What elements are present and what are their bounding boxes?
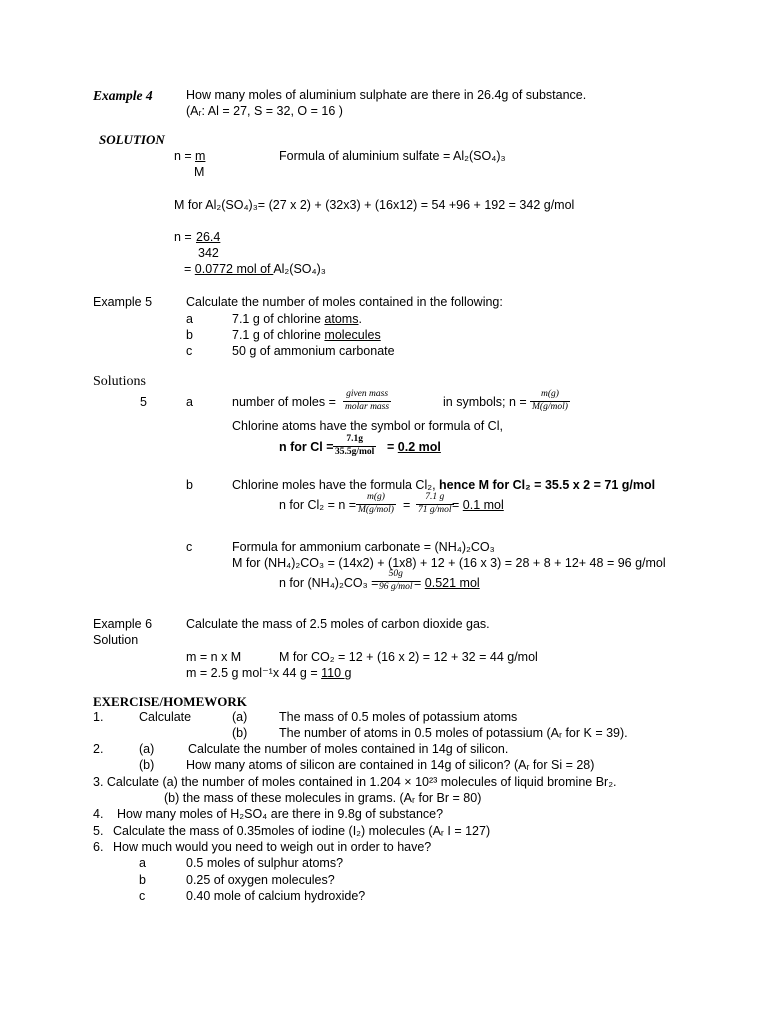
q5-text: Calculate the mass of 0.35moles of iodine (I₂) molecules (Aᵣ I = 127) (113, 824, 491, 838)
ammonium-carbonate-formula: Formula for ammonium carbonate = (NH₄)₂CO₃ (232, 540, 495, 554)
ammonium-result: = 0.521 mol (414, 576, 480, 590)
m-over-M-fraction: m(g) M(g/mol) (532, 389, 568, 412)
q6-item-letter: b (139, 873, 146, 887)
example-6-question: Calculate the mass of 2.5 moles of carbon dioxide gas. (186, 617, 490, 631)
q6-item-letter: a (139, 856, 146, 870)
example-4-question: How many moles of aluminium sulphate are there in 26.4g of substance. (186, 88, 587, 102)
q6-item-letter: c (139, 889, 146, 903)
q6-item-text: 0.25 of oxygen molecules? (186, 873, 335, 887)
n-equals-2: n = (174, 230, 192, 244)
q2a-label: (a) (139, 742, 155, 756)
n-formula-numerator: m (195, 149, 206, 163)
solution-number: 5 (140, 395, 147, 409)
example-5-item: 7.1 g of chlorine molecules (232, 328, 381, 342)
mass-calculation: m = 2.5 g mol⁻¹x 44 g = 110 g (186, 666, 352, 680)
cl2-formula-fraction: m(g) M(g/mol) (358, 492, 394, 515)
solutions-heading: Solutions (93, 374, 146, 389)
n-value-numerator: 26.4 (196, 230, 221, 244)
q2-number: 2. (93, 742, 104, 756)
example-5-item-letter: b (186, 328, 193, 342)
cl2-value-fraction: 7.1 g 71 g/mol (418, 492, 452, 515)
example-5-item-letter: c (186, 344, 193, 358)
q3-text: 3. Calculate (a) the number of moles contained in 1.204 × 10²³ molecules of liquid bromine Br₂. (93, 775, 617, 789)
equals-sign: = (403, 498, 411, 512)
cl-result-equals: = 0.2 mol (387, 440, 441, 454)
ammonium-carbonate-molar-mass: M for (NH₄)₂CO₃ = (14x2) + (1x8) + 12 + (16 x 3) = 28 + 8 + 12+ 48 = 96 g/mol (232, 556, 666, 570)
q6-item-text: 0.5 moles of sulphur atoms? (186, 856, 344, 870)
example-5-question: Calculate the number of moles contained in the following: (186, 295, 503, 309)
part-c-letter: c (186, 540, 193, 554)
chlorine-molecule-note: Chlorine moles have the formula Cl₂, hence M for Cl₂ = 35.5 x 2 = 71 g/mol (232, 478, 656, 492)
cl-fraction: 7.1g 35.5g/mol (335, 434, 375, 457)
example-4-atomic-masses: (Aᵣ: Al = 27, S = 32, O = 16 ) (186, 104, 343, 118)
q1a-text: The mass of 0.5 moles of potassium atoms (279, 710, 518, 724)
q6-number: 6. (93, 840, 104, 854)
given-over-molar-fraction: given mass molar mass (345, 389, 390, 412)
q2a-text: Calculate the number of moles contained in 14g of silicon. (188, 742, 509, 756)
co2-molar-mass: M for CO₂ = 12 + (16 x 2) = 12 + 32 = 44 g/mol (279, 650, 538, 664)
example-6-label: Example 6 (93, 617, 153, 631)
mass-formula: m = n x M (186, 650, 242, 664)
q4-text: How many moles of H₂SO₄ are there in 9.8g of substance? (117, 807, 444, 821)
q1-calculate: Calculate (139, 710, 192, 724)
aluminium-sulfate-formula: Formula of aluminium sulfate = Al₂(SO₄)₃ (279, 149, 506, 163)
q5-number: 5. (93, 824, 104, 838)
q6-text: How much would you need to weigh out in order to have? (113, 840, 432, 854)
ammonium-fraction: 50g 96 g/mol (379, 569, 413, 592)
solution-heading: SOLUTION (99, 132, 165, 147)
q1b-text: The number of atoms in 0.5 moles of potassium (Aᵣ for K = 39). (279, 726, 628, 740)
n-value-denominator: 342 (198, 246, 219, 260)
example-5-item-letter: a (186, 312, 193, 326)
q1-number: 1. (93, 710, 104, 724)
example-4-label: Example 4 (93, 88, 153, 103)
symbols-label: in symbols; n = (443, 395, 527, 409)
n-for-ammonium-label: n for (NH₄)₂CO₃ = (279, 576, 379, 590)
chlorine-atom-note: Chlorine atoms have the symbol or formula of Cl, (232, 419, 503, 433)
moles-definition: number of moles = (232, 395, 336, 409)
q4-number: 4. (93, 807, 104, 821)
n-for-cl2-label: n for Cl₂ = n = (279, 498, 357, 512)
q3b-text: (b) the mass of these molecules in grams. (Aᵣ for Br = 80) (164, 791, 482, 805)
n-equals: n = (174, 149, 192, 163)
part-b-letter: b (186, 478, 193, 492)
example-5-item: 50 g of ammonium carbonate (232, 344, 395, 358)
example-6-solution-label: Solution (93, 633, 139, 647)
n-formula-denominator: M (194, 165, 205, 179)
q2b-text: How many atoms of silicon are contained in 14g of silicon? (Aᵣ for Si = 28) (186, 758, 595, 772)
result-line: = 0.0772 mol of Al₂(SO₄)₃ (184, 262, 326, 276)
part-a-letter: a (186, 395, 193, 409)
exercise-heading: EXERCISE/HOMEWORK (93, 694, 247, 709)
q1b-label: (b) (232, 726, 248, 740)
q6-item-text: 0.40 mole of calcium hydroxide? (186, 889, 366, 903)
n-for-cl-label: n for Cl = (279, 440, 334, 454)
q1a-label: (a) (232, 710, 248, 724)
cl2-result: = 0.1 mol (452, 498, 504, 512)
q2b-label: (b) (139, 758, 155, 772)
example-5-item: 7.1 g of chlorine atoms. (232, 312, 362, 326)
example-5-label: Example 5 (93, 295, 153, 309)
molar-mass-line: M for Al₂(SO₄)₃= (27 x 2) + (32x3) + (16x12) = 54 +96 + 192 = 342 g/mol (174, 198, 575, 212)
